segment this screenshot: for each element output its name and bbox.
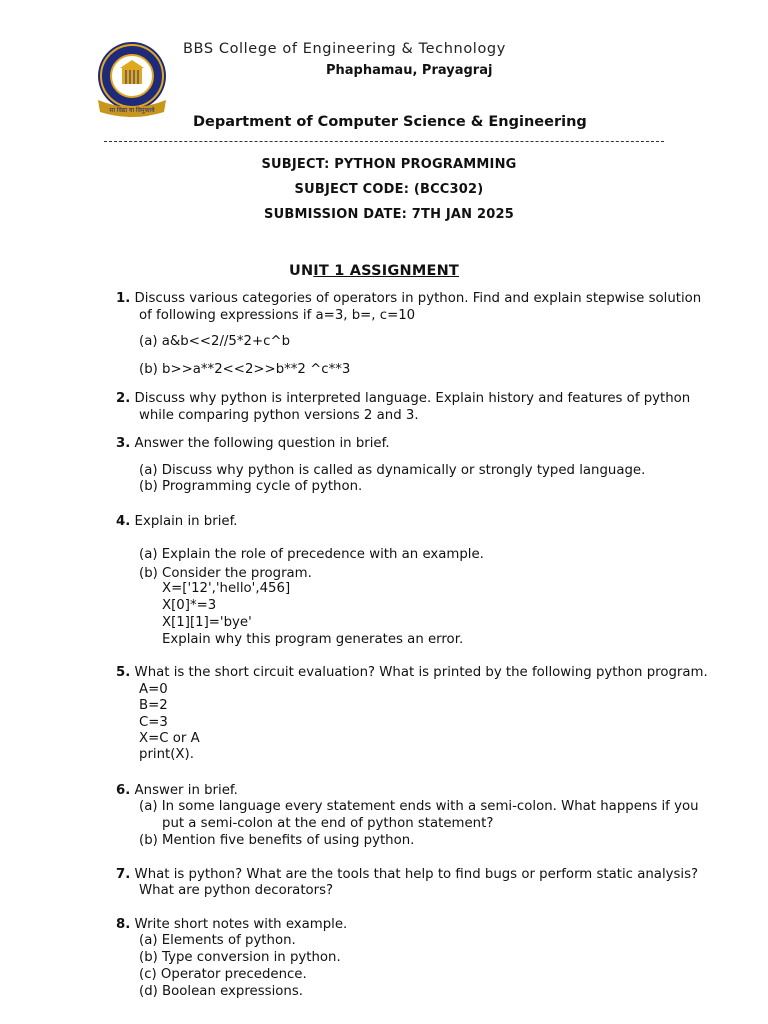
question-7: 7. What is python? What are the tools that help to find bugs or perform static analysis? xyxy=(116,867,699,882)
code-line: B=2 xyxy=(139,698,168,713)
question-3: 3. Answer the following question in brief. xyxy=(116,436,390,451)
code-line: print(X). xyxy=(139,747,194,762)
code-line: Explain why this program generates an error. xyxy=(162,632,464,647)
college-name: BBS College of Engineering & Technology xyxy=(183,41,506,57)
question-8-item: (c) Operator precedence. xyxy=(139,967,307,982)
college-location: Phaphamau, Prayagraj xyxy=(326,63,493,78)
college-logo xyxy=(92,40,172,120)
question-5: 5. What is the short circuit evaluation? What is printed by the following python program. xyxy=(116,665,708,680)
question-6-a: (a) In some language every statement ends with a semi-colon. What happens if you xyxy=(139,799,699,814)
question-1-a: (a) a&b<<2//5*2+c^b xyxy=(139,334,291,349)
assignment-title: UNIT 1 ASSIGNMENT xyxy=(288,263,460,279)
code-line: A=0 xyxy=(139,682,168,697)
question-3-a: (a) Discuss why python is called as dynamically or strongly typed language. xyxy=(139,463,646,478)
code-line: X[1][1]='bye' xyxy=(162,615,252,630)
question-1-cont: of following expressions if a=3, b=, c=10 xyxy=(139,308,416,323)
question-7-cont: What are python decorators? xyxy=(139,883,334,898)
question-6-a-cont: put a semi-colon at the end of python statement? xyxy=(162,816,494,831)
question-4-a: (a) Explain the role of precedence with an example. xyxy=(139,547,484,562)
question-6-b: (b) Mention five benefits of using python. xyxy=(139,833,415,848)
code-line: X=['12','hello',456] xyxy=(162,581,291,596)
department-name: Department of Computer Science & Engineering xyxy=(193,114,587,130)
question-8: 8. Write short notes with example. xyxy=(116,917,348,932)
svg-text:सा विद्या या विमुक्तये: सा विद्या या विमुक्तये xyxy=(109,107,155,114)
code-line: C=3 xyxy=(139,715,168,730)
subject-name: SUBJECT: PYTHON PROGRAMMING xyxy=(261,157,517,172)
submission-date: SUBMISSION DATE: 7TH JAN 2025 xyxy=(264,207,514,222)
divider xyxy=(104,141,664,142)
question-4: 4. Explain in brief. xyxy=(116,514,238,529)
question-2: 2. Discuss why python is interpreted language. Explain history and features of python xyxy=(116,391,691,406)
code-line: X=C or A xyxy=(139,731,200,746)
question-8-item: (a) Elements of python. xyxy=(139,933,296,948)
question-1: 1. Discuss various categories of operators in python. Find and explain stepwise solution xyxy=(116,291,702,306)
question-6: 6. Answer in brief. xyxy=(116,783,238,798)
question-8-item: (b) Type conversion in python. xyxy=(139,950,341,965)
question-8-item: (d) Boolean expressions. xyxy=(139,984,303,999)
question-2-cont: while comparing python versions 2 and 3. xyxy=(139,408,419,423)
question-4-b: (b) Consider the program. xyxy=(139,566,312,581)
question-1-b: (b) b>>a**2<<2>>b**2 ^c**3 xyxy=(139,362,351,377)
question-3-b: (b) Programming cycle of python. xyxy=(139,479,363,494)
code-line: X[0]*=3 xyxy=(162,598,217,613)
subject-code: SUBJECT CODE: (BCC302) xyxy=(294,182,484,197)
